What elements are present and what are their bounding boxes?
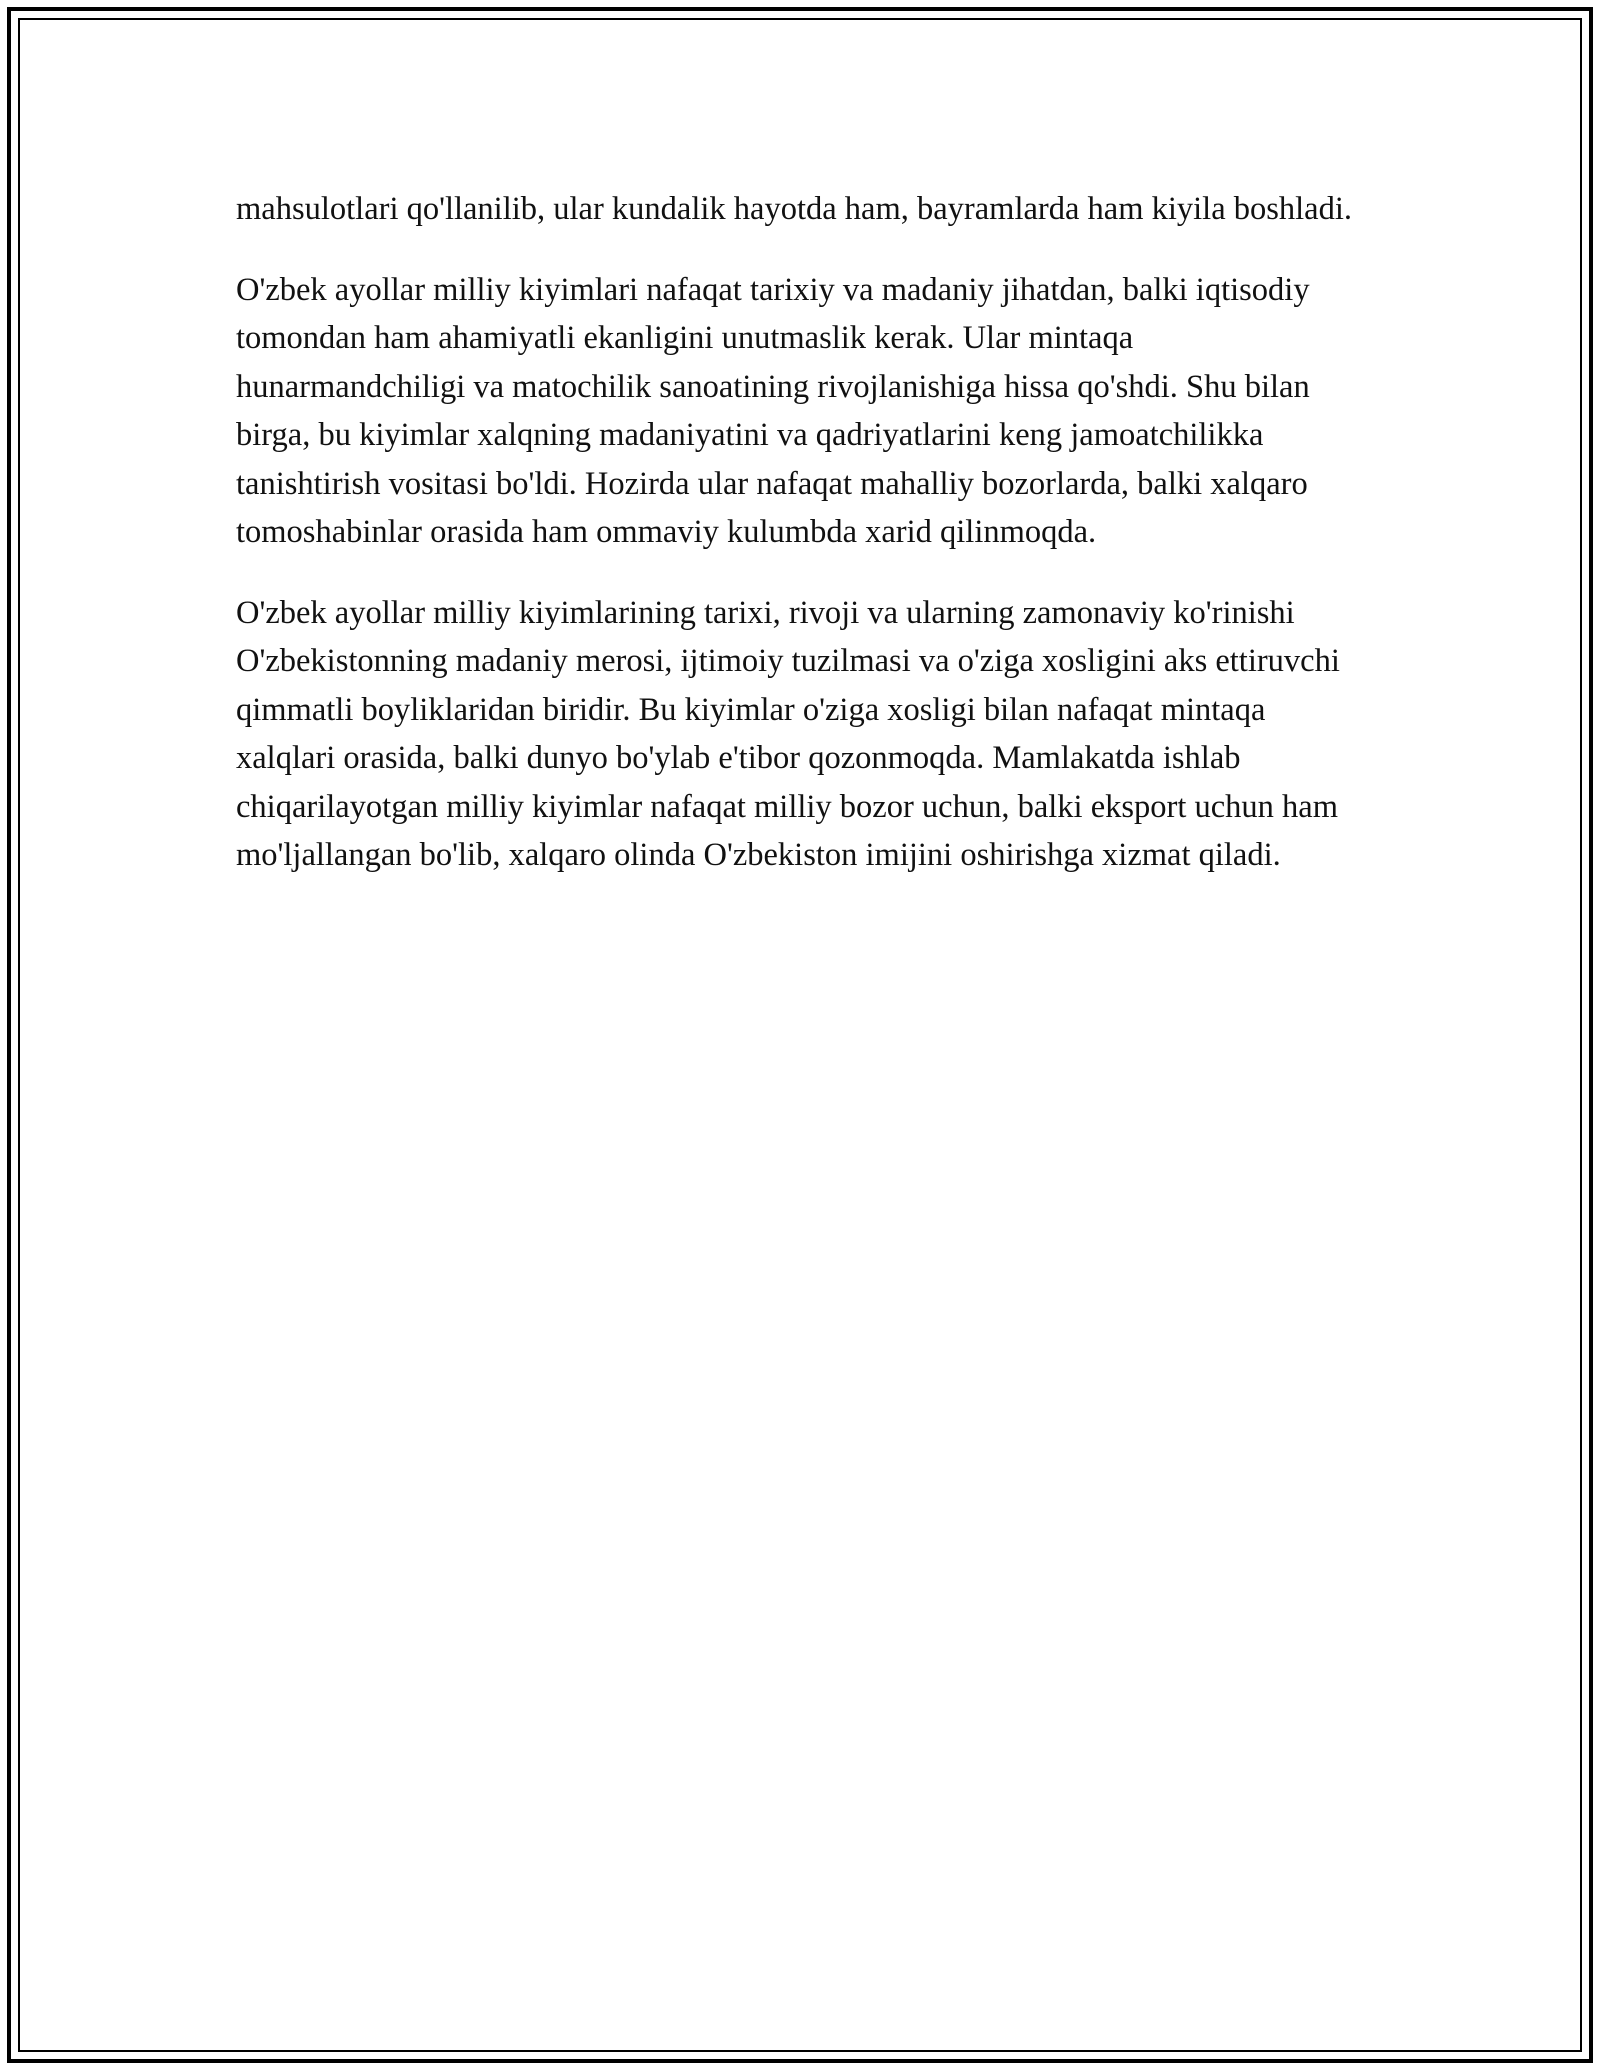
document-body bbox=[236, 185, 1366, 912]
paragraph-3: O'zbek ayollar milliy kiyimlarining tarixi, rivoji va ularning zamonaviy ko'rinishi O'zbekistonning madaniy merosi, ijtimoiy tuzilmasi va o'ziga xosligini aks ettiruvchi qimmatli boyliklaridan biridir. Bu kiyimlar o'ziga xosligi bilan nafaqat mintaqa xalqlari orasida, balki dunyo bo'ylab e'tibor qozonmoqda. Mamlakatda ishlab chiqarilayotgan milliy kiyimlar nafaqat milliy bozor uchun, balki eksport uchun ham mo'ljallangan bo'lib, xalqaro olinda O'zbekiston imijini oshirishga xizmat qiladi. bbox=[236, 594, 1340, 873]
paragraph-2: O'zbek ayollar milliy kiyimlari nafaqat tarixiy va madaniy jihatdan, balki iqtisodiy tomondan ham ahamiyatli ekanligini unutmaslik kerak. Ular mintaqa hunarmandchiligi va matochilik sanoatining rivojlanishiga hissa qo'shdi. Shu bilan birga, bu kiyimlar xalqning madaniyatini va qadriyatlarini keng jamoatchilikka tanishtirish vositasi bo'ldi. Hozirda ular nafaqat mahalliy bozorlarda, balki xalqaro tomoshabinlar orasida ham ommaviy kulumbda xarid qilinmoqda. bbox=[236, 271, 1310, 550]
paragraph-1: mahsulotlari qo'llanilib, ular kundalik hayotda ham, bayramlarda ham kiyila boshladi. bbox=[236, 191, 1352, 227]
